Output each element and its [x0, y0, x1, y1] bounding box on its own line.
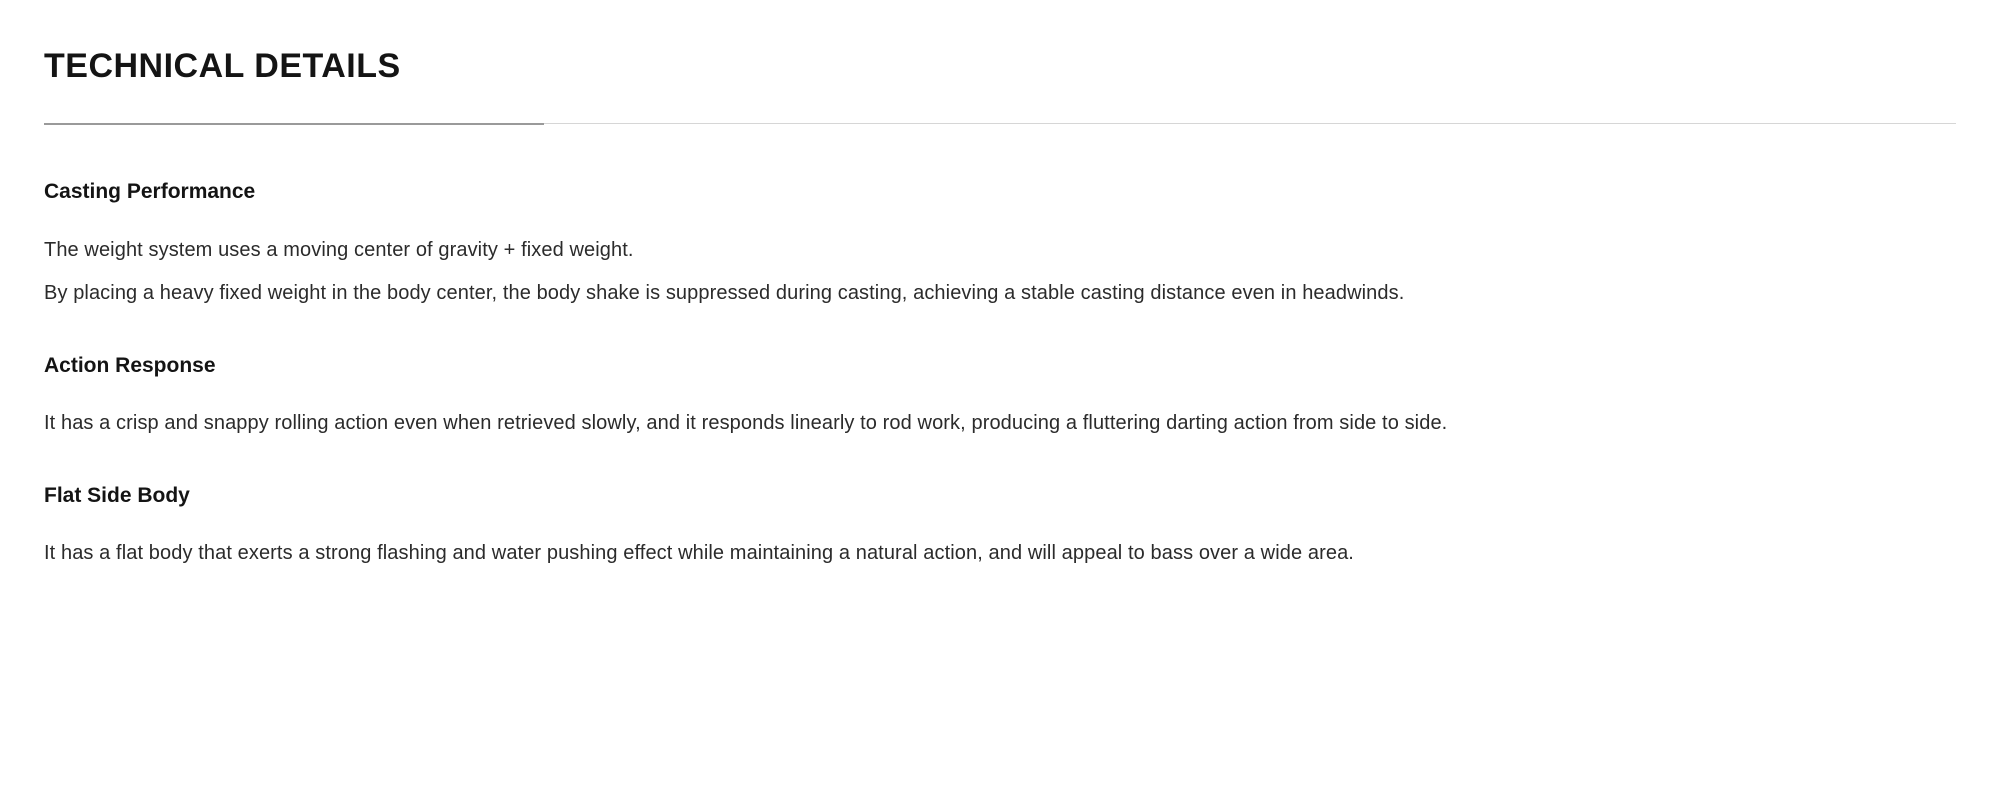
page-title: TECHNICAL DETAILS: [44, 47, 401, 85]
block-paragraph: It has a flat body that exerts a strong flashing and water pushing effect while maintaining a natural action, and will appeal to bass over a wide area.: [44, 541, 1354, 564]
block-heading: Action Response: [44, 353, 216, 377]
block-heading: Flat Side Body: [44, 483, 190, 507]
content-block-casting-performance: [44, 179, 1956, 308]
content-blocks: [44, 179, 1956, 569]
block-paragraph: By placing a heavy fixed weight in the body center, the body shake is suppressed during casting, achieving a stable casting distance even in headwinds.: [44, 281, 1405, 304]
block-paragraph: The weight system uses a moving center of gravity + fixed weight.: [44, 238, 634, 261]
block-heading: Casting Performance: [44, 180, 256, 204]
content-block-flat-side-body: [44, 483, 1956, 569]
title-divider: [44, 123, 1956, 125]
block-paragraph: It has a crisp and snappy rolling action even when retrieved slowly, and it responds linearly to rod work, producing a fluttering darting action from side to side.: [44, 411, 1448, 434]
content-block-action-response: [44, 353, 1956, 439]
divider-accent: [44, 123, 544, 125]
